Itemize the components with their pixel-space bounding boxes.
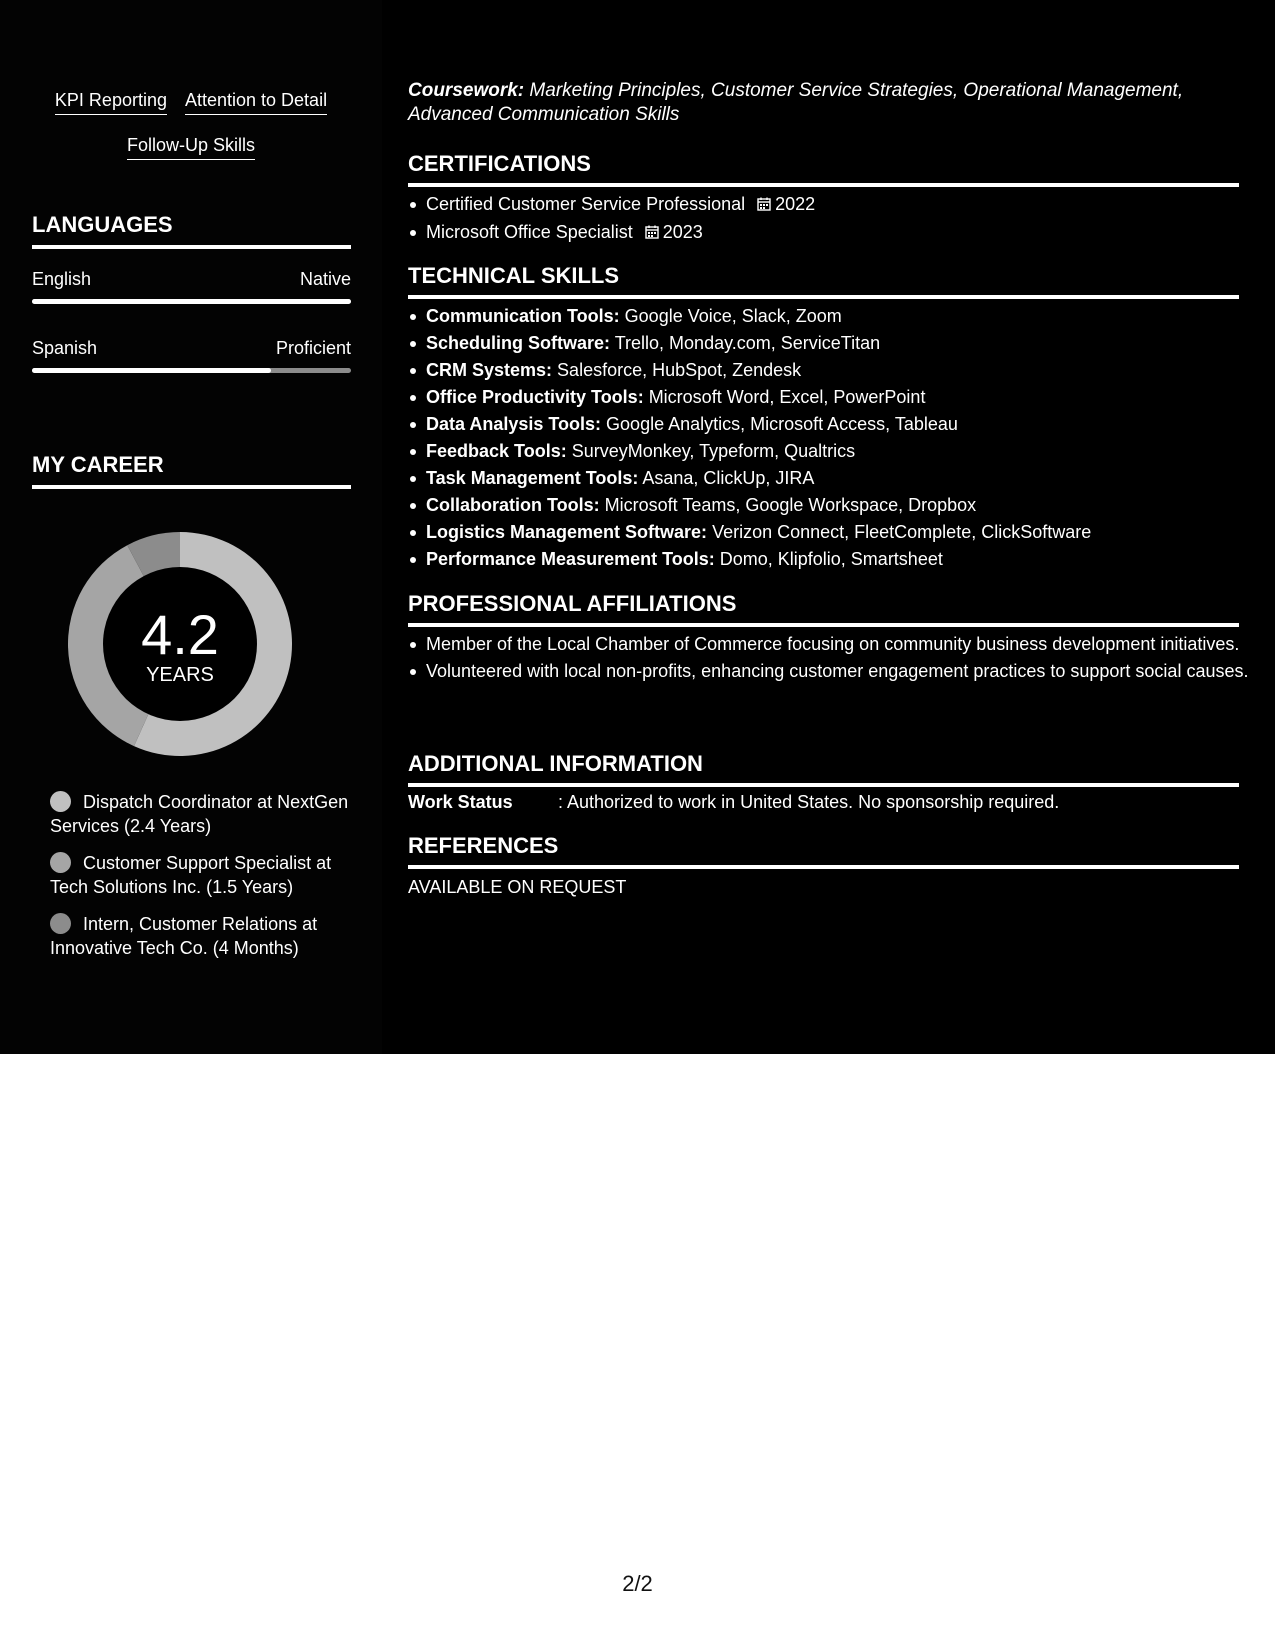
skill-label: Collaboration Tools: [426, 495, 600, 515]
career-dot-icon [50, 791, 71, 812]
career-item [50, 851, 350, 899]
certification-year: 2023 [662, 222, 703, 242]
language-bar-fill [32, 368, 271, 373]
career-dot-icon [50, 913, 71, 934]
technical-skill-item [426, 331, 1257, 355]
language-bar [32, 299, 351, 304]
languages-heading: LANGUAGES [32, 211, 351, 249]
coursework-label: Coursework: [408, 80, 525, 101]
skills-row-1 [0, 88, 382, 115]
career-total-years: 4.2 [141, 603, 219, 666]
skills-row-2 [0, 133, 382, 160]
technical-skill-item [426, 439, 1257, 463]
skill-label: Task Management Tools: [426, 468, 639, 488]
career-item-text: Intern, Customer Relations at Innovative Tech Co. (4 Months) [50, 914, 318, 958]
skill-value: Domo, Klipfolio, Smartsheet [714, 549, 943, 569]
career-item-text: Customer Support Specialist at Tech Solutions Inc. (1.5 Years) [50, 853, 332, 897]
career-unit-label: YEARS [146, 664, 214, 686]
work-status-label: Work Status [408, 792, 513, 812]
additional-info-heading: ADDITIONAL INFORMATION [408, 750, 1239, 787]
technical-skill-item [426, 385, 1257, 409]
language-row [32, 267, 351, 291]
technical-skill-item [426, 358, 1257, 382]
skill-label: CRM Systems: [426, 360, 553, 380]
certification-name: Certified Customer Service Professional [426, 194, 746, 214]
career-item [50, 912, 350, 960]
work-status-value: : Authorized to work in United States. No sponsorship required. [558, 792, 1060, 812]
skill-label: Scheduling Software: [426, 333, 611, 353]
language-bar-fill [32, 299, 351, 304]
skill-value: Google Voice, Slack, Zoom [619, 306, 842, 326]
affiliation-item: Volunteered with local non-profits, enhancing customer engagement practices to support social causes. [426, 659, 1257, 683]
skill-value: Google Analytics, Microsoft Access, Tableau [601, 414, 958, 434]
language-name: Spanish [32, 338, 98, 358]
skill-label: Communication Tools: [426, 306, 620, 326]
career-item-text: Dispatch Coordinator at NextGen Services (2.4 Years) [50, 792, 349, 836]
coursework [408, 79, 1239, 127]
skill-tag: Follow-Up Skills [127, 133, 255, 160]
certification-name: Microsoft Office Specialist [426, 222, 633, 242]
language-level: Native [299, 269, 351, 289]
skill-value: Asana, ClickUp, JIRA [638, 468, 815, 488]
technical-skills-list [408, 304, 1257, 574]
skill-value: SurveyMonkey, Typeform, Qualtrics [566, 441, 856, 461]
sidebar [0, 0, 382, 1054]
work-status-row [408, 790, 1239, 814]
skill-label: Performance Measurement Tools: [426, 549, 715, 569]
affiliations-heading: PROFESSIONAL AFFILIATIONS [408, 590, 1239, 627]
skill-value: Trello, Monday.com, ServiceTitan [610, 333, 881, 353]
career-donut-chart [66, 530, 294, 758]
references-heading: REFERENCES [408, 832, 1239, 869]
career-item [50, 790, 350, 838]
certification-item [426, 220, 1257, 244]
skill-value: Microsoft Teams, Google Workspace, Dropbox [599, 495, 977, 515]
calendar-icon [757, 197, 771, 211]
certification-year: 2022 [775, 194, 816, 214]
skill-label: Office Productivity Tools: [426, 387, 644, 407]
certifications-heading: CERTIFICATIONS [408, 150, 1239, 187]
references-text: AVAILABLE ON REQUEST [408, 877, 627, 897]
skill-label: Data Analysis Tools: [426, 414, 602, 434]
skill-value: Microsoft Word, Excel, PowerPoint [643, 387, 926, 407]
language-bar [32, 368, 351, 373]
language-level: Proficient [275, 338, 351, 358]
technical-skill-item [426, 466, 1257, 490]
career-list [50, 790, 350, 973]
affiliation-item: Member of the Local Chamber of Commerce focusing on community business development initiatives. [426, 632, 1257, 656]
certifications-list [408, 192, 1257, 248]
skill-value: Salesforce, HubSpot, Zendesk [552, 360, 802, 380]
skill-value: Verizon Connect, FleetComplete, ClickSoftware [707, 522, 1092, 542]
skill-tag: KPI Reporting [55, 88, 167, 115]
technical-skill-item [426, 304, 1257, 328]
affiliations-list [408, 632, 1257, 686]
skill-label: Logistics Management Software: [426, 522, 708, 542]
page-number: 2/2 [622, 1571, 653, 1596]
technical-skill-item [426, 547, 1257, 571]
technical-skill-item [426, 412, 1257, 436]
skill-tag: Attention to Detail [185, 88, 327, 115]
certification-item [426, 192, 1257, 216]
technical-skills-heading: TECHNICAL SKILLS [408, 262, 1239, 299]
coursework-text: Marketing Principles, Customer Service Strategies, Operational Management, Advanced Communication Skills [408, 80, 1184, 125]
technical-skill-item [426, 520, 1257, 544]
language-name: English [32, 269, 92, 289]
language-row [32, 336, 351, 360]
career-dot-icon [50, 852, 71, 873]
calendar-icon [645, 225, 659, 239]
technical-skill-item [426, 493, 1257, 517]
skill-label: Feedback Tools: [426, 441, 567, 461]
career-heading: MY CAREER [32, 451, 351, 489]
